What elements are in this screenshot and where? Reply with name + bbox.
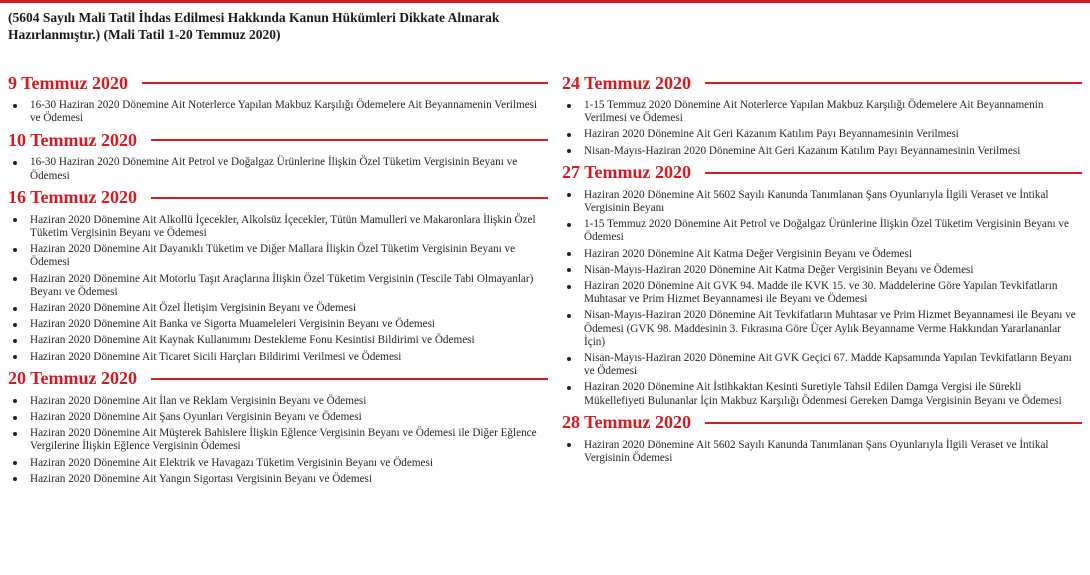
- list-item: [8, 334, 548, 347]
- date-section: [562, 72, 1082, 158]
- bullet-icon: [567, 268, 571, 272]
- date-section: [8, 72, 548, 125]
- list-item: [562, 352, 1082, 378]
- list-item-text: Haziran 2020 Dönemine Ait Ticaret Sicili Harçları Bildirimi Verilmesi ve Ödemesi: [30, 350, 402, 363]
- bullet-icon: [13, 432, 17, 436]
- bullet-icon: [13, 339, 17, 343]
- date-section: [8, 187, 548, 364]
- date-label: 10 Temmuz 2020: [8, 129, 138, 150]
- list-item-text: Nisan-Mayıs-Haziran 2020 Dönemine Ait GVK Geçici 67. Madde Kapsamında Yapılan Tevkifatların Beyanı ve Ödemesi: [584, 352, 1072, 378]
- list-item-text: Haziran 2020 Dönemine Ait Dayanıklı Tüketim ve Diğer Mallara İlişkin Özel Tüketim Vergisinin Beyanı ve Ödemesi: [30, 243, 516, 269]
- list-item-text: Haziran 2020 Dönemine Ait Alkollü İçecekler, Alkolsüz İçecekler, Tütün Mamulleri ve Makaronlara İlişkin Özel Tüketim Vergisinin Beyanı ve Ödemesi: [30, 213, 536, 240]
- bullet-icon: [567, 104, 571, 108]
- date-section: [562, 162, 1082, 408]
- obligation-list: [8, 99, 548, 125]
- date-heading: [562, 162, 1082, 184]
- list-item: [8, 318, 548, 331]
- obligation-list: [562, 99, 1082, 158]
- bullet-icon: [13, 355, 17, 359]
- left-column: [8, 72, 548, 490]
- list-item: [562, 264, 1082, 277]
- list-item-text: Haziran 2020 Dönemine Ait Elektrik ve Havagazı Tüketim Vergisinin Beyanı ve Ödemesi: [30, 456, 433, 469]
- bullet-icon: [567, 223, 571, 227]
- obligation-list: [8, 395, 548, 486]
- list-item-text: 1-15 Temmuz 2020 Dönemine Ait Noterlerce Yapılan Makbuz Karşılığı Ödemelere Ait Beyannamenin Verilmesi ve Ödemesi: [584, 99, 1044, 125]
- date-heading: [562, 72, 1082, 94]
- list-item: [562, 439, 1082, 465]
- date-heading: [8, 187, 548, 209]
- list-item: [8, 99, 548, 125]
- bullet-icon: [13, 307, 17, 311]
- list-item-text: 1-15 Temmuz 2020 Dönemine Ait Petrol ve Doğalgaz Ürünlerine İlişkin Özel Tüketim Vergisinin Beyanı ve Ödemesi: [584, 218, 1069, 244]
- list-item-text: Haziran 2020 Dönemine Ait Müşterek Bahislere İlişkin Eğlence Vergisinin Beyanı ve Ödemesi ile Diğer Eğlence Vergilerine İlişkin Eğlence Vergisinin Ödemesi: [30, 427, 537, 453]
- date-divider: [151, 197, 548, 199]
- list-item-text: Haziran 2020 Dönemine Ait İlan ve Reklam Vergisinin Beyanı ve Ödemesi: [30, 394, 367, 407]
- list-item: [8, 351, 548, 364]
- bullet-icon: [13, 416, 17, 420]
- obligation-list: [8, 214, 548, 364]
- list-item: [562, 145, 1082, 158]
- date-section: [8, 129, 548, 182]
- list-item: [562, 218, 1082, 244]
- date-heading: [8, 129, 548, 151]
- date-label: 9 Temmuz 2020: [8, 72, 129, 93]
- bullet-icon: [567, 314, 571, 318]
- date-label: 20 Temmuz 2020: [8, 368, 138, 389]
- list-item: [562, 309, 1082, 349]
- bullet-icon: [13, 218, 17, 222]
- list-item-text: Haziran 2020 Dönemine Ait 5602 Sayılı Kanunda Tanımlanan Şans Oyunlarıyla İlgili Veraset ve İntikal Vergisinin Ödemesi: [584, 438, 1049, 465]
- list-item-text: Haziran 2020 Dönemine Ait Yangın Sigortası Vergisinin Beyanı ve Ödemesi: [30, 472, 373, 485]
- date-divider: [705, 422, 1082, 424]
- intro-note: (5604 Sayılı Mali Tatil İhdas Edilmesi Hakkında Kanun Hükümleri Dikkate Alınarak Hazırlanmıştır.) (Mali Tatil 1-20 Temmuz 2020): [8, 10, 500, 42]
- list-item: [562, 381, 1082, 407]
- date-section: [562, 412, 1082, 465]
- date-heading: [8, 368, 548, 390]
- list-item-text: Haziran 2020 Dönemine Ait İstihkaktan Kesinti Suretiyle Tahsil Edilen Damga Vergisi ile Sürekli Mükellefiyeti Bulunanlar İçin Makbuz Karşılığı Ödenmesi Gereken Damga Vergisinin Beyanı ve Ödemesi: [584, 381, 1062, 407]
- list-item-text: Haziran 2020 Dönemine Ait Motorlu Taşıt Araçlarına İlişkin Özel Tüketim Vergisinin (Tescile Tabi Olmayanlar) Beyanı ve Ödemesi: [30, 272, 534, 298]
- bullet-icon: [13, 399, 17, 403]
- list-item-text: Haziran 2020 Dönemine Ait Banka ve Sigorta Muameleleri Vergisinin Beyanı ve Ödemesi: [30, 318, 436, 331]
- date-label: 24 Temmuz 2020: [562, 72, 692, 93]
- bullet-icon: [13, 323, 17, 327]
- list-item: [562, 99, 1082, 125]
- list-item: [8, 156, 548, 182]
- list-item: [562, 248, 1082, 261]
- bullet-icon: [567, 357, 571, 361]
- bullet-icon: [13, 104, 17, 108]
- bullet-icon: [13, 277, 17, 281]
- list-item: [8, 273, 548, 299]
- obligation-list: [562, 439, 1082, 465]
- list-item: [8, 214, 548, 240]
- list-item: [562, 280, 1082, 306]
- obligation-list: [8, 156, 548, 182]
- list-item-text: Haziran 2020 Dönemine Ait Geri Kazanım Katılım Payı Beyannamesinin Verilmesi: [584, 128, 959, 141]
- date-divider: [142, 82, 548, 84]
- date-heading: [562, 412, 1082, 434]
- date-section: [8, 368, 548, 486]
- right-column: [562, 72, 1082, 469]
- bullet-icon: [567, 252, 571, 256]
- list-item-text: Haziran 2020 Dönemine Ait Kaynak Kullanımını Destekleme Fonu Kesintisi Bildirimi ve Ödemesi: [30, 334, 475, 347]
- bullet-icon: [567, 386, 571, 390]
- list-item-text: Haziran 2020 Dönemine Ait Özel İletişim Vergisinin Beyanı ve Ödemesi: [30, 302, 357, 315]
- date-divider: [151, 139, 548, 141]
- date-label: 16 Temmuz 2020: [8, 187, 138, 208]
- list-item-text: 16-30 Haziran 2020 Dönemine Ait Petrol ve Doğalgaz Ürünlerine İlişkin Özel Tüketim Vergisinin Beyanı ve Ödemesi: [30, 156, 518, 182]
- bullet-icon: [567, 133, 571, 137]
- list-item-text: Haziran 2020 Dönemine Ait 5602 Sayılı Kanunda Tanımlanan Şans Oyunlarıyla İlgili Veraset ve İntikal Vergisinin Beyanı: [584, 188, 1049, 215]
- list-item-text: Nisan-Mayıs-Haziran 2020 Dönemine Ait Tevkifatların Muhtasar ve Prim Hizmet Beyannamesi ile Beyanı ve Ödemesi (GVK 98. Maddesinin 3. Fıkrasına Göre Üçer Aylık Beyanname Verme Hakkından Yararlananlar İçin): [584, 309, 1076, 348]
- date-heading: [8, 72, 548, 94]
- date-label: 27 Temmuz 2020: [562, 162, 692, 183]
- date-divider: [151, 378, 548, 380]
- list-item-text: Haziran 2020 Dönemine Ait Şans Oyunları Vergisinin Beyanı ve Ödemesi: [30, 411, 362, 424]
- list-item: [8, 243, 548, 269]
- bullet-icon: [567, 149, 571, 153]
- list-item-text: Nisan-Mayıs-Haziran 2020 Dönemine Ait Katma Değer Vergisinin Beyanı ve Ödemesi: [584, 263, 974, 276]
- obligation-list: [562, 189, 1082, 408]
- date-divider: [705, 82, 1082, 84]
- bullet-icon: [13, 477, 17, 481]
- bullet-icon: [13, 248, 17, 252]
- bullet-icon: [567, 193, 571, 197]
- bullet-icon: [13, 461, 17, 465]
- list-item: [8, 427, 548, 453]
- list-item: [8, 302, 548, 315]
- date-divider: [705, 172, 1082, 174]
- date-label: 28 Temmuz 2020: [562, 412, 692, 433]
- list-item-text: Haziran 2020 Dönemine Ait GVK 94. Madde ile KVK 15. ve 30. Maddelerine Göre Yapılan Tevkifatların Muhtasar ve Prim Hizmet Beyannamesi ile Beyanı ve Ödemesi: [584, 280, 1058, 306]
- list-item: [8, 411, 548, 424]
- list-item: [8, 395, 548, 408]
- list-item-text: 16-30 Haziran 2020 Dönemine Ait Noterlerce Yapılan Makbuz Karşılığı Ödemelere Ait Beyannamenin Verilmesi ve Ödemesi: [30, 99, 538, 125]
- top-rule: [0, 0, 1090, 3]
- list-item: [8, 473, 548, 486]
- list-item: [562, 189, 1082, 215]
- list-item-text: Nisan-Mayıs-Haziran 2020 Dönemine Ait Geri Kazanım Katılım Payı Beyannamesinin Verilmesi: [584, 144, 1021, 157]
- list-item: [8, 457, 548, 470]
- list-item-text: Haziran 2020 Dönemine Ait Katma Değer Vergisinin Beyanı ve Ödemesi: [584, 247, 912, 260]
- bullet-icon: [13, 161, 17, 165]
- bullet-icon: [567, 285, 571, 289]
- bullet-icon: [567, 443, 571, 447]
- list-item: [562, 128, 1082, 141]
